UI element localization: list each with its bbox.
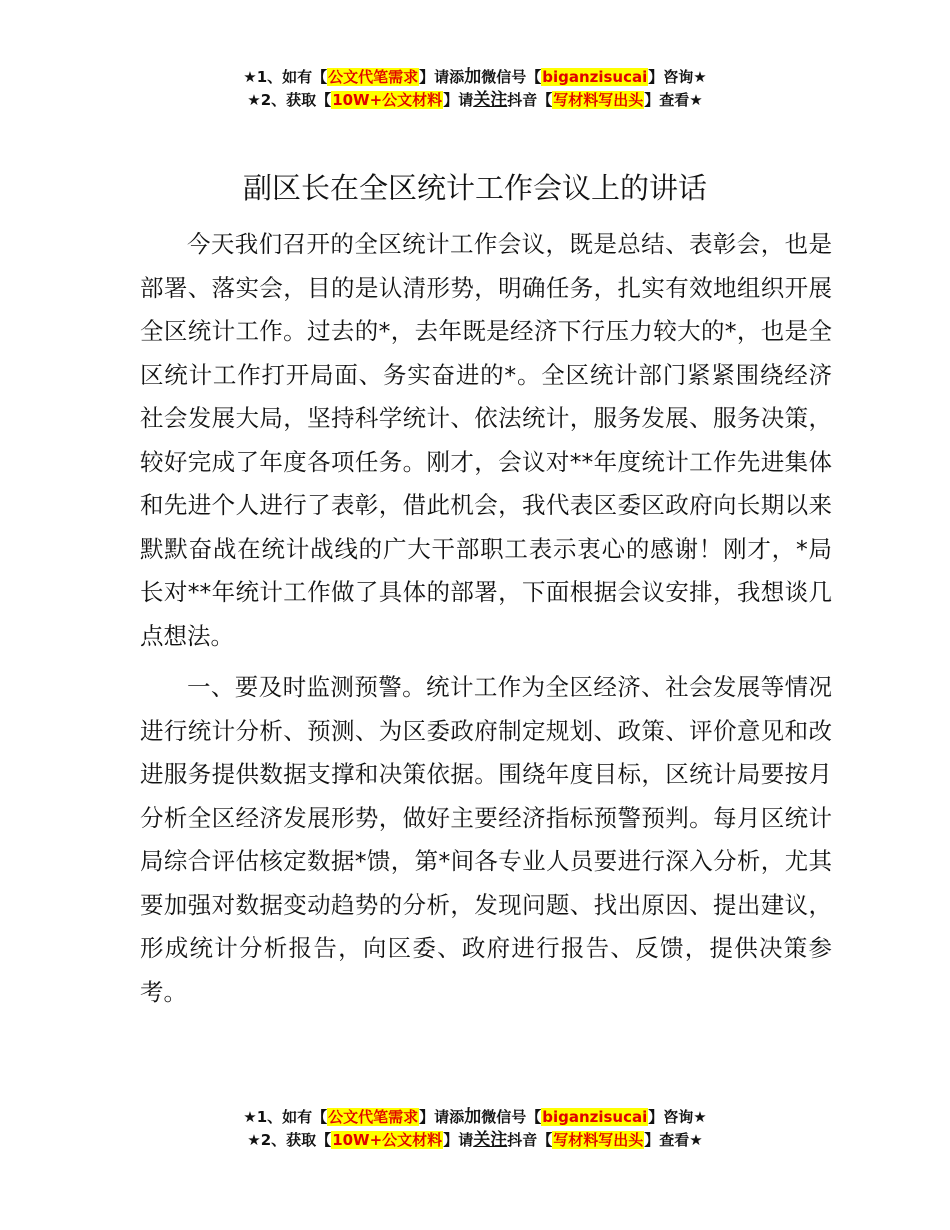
footer-line2-text-d: 抖音【 [507,1131,553,1149]
body-paragraph-2: 一、要及时监测预警。统计工作为全区经济、社会发展等情况进行统计分析、预测、为区委政府制定规划、政策、评价意见和改进服务提供数据支撑和决策依据。围绕年度目标，区统计局要按月分析全区经济发展形势，做好主要经济指标预警预判。每月区统计局综合评估核定数据*馈，第*间各专业人员要进行深入分析，尤其要加强对数据变动趋势的分析，发现问题、找出原因、提出建议，形成统计分析报告，向区委、政府进行报告、反馈，提供决策参考。 [140,673,832,1006]
footer-line1-text-a: ★1、如有【 [243,1108,328,1126]
header-line2-text-e: 】查看★ [644,91,703,109]
header-ad-banner [0,66,950,112]
header-line1-text-c: 加 [464,67,482,87]
footer-line1-text-b: 】请添 [419,1108,465,1126]
footer-line1-text-d: 微信号【 [481,1108,542,1126]
footer-ad-banner [0,1106,950,1152]
header-line1-text-b: 】请添 [419,68,465,86]
header-line1-text-a: ★1、如有【 [243,68,328,86]
footer-line2-text-b: 】请 [443,1131,474,1149]
header-highlight-wechat-id: biganzisucai [542,68,648,86]
header-line2-text-d: 抖音【 [507,91,553,109]
footer-line2-follow: 关注 [473,1130,508,1150]
header-highlight-douyin-account: 写材料写出头 [553,91,644,109]
header-line1-text-d: 微信号【 [481,68,542,86]
footer-line1-text-e: 】咨询★ [648,1108,707,1126]
header-line2-text-b: 】请 [443,91,474,109]
footer-ad-line-2 [0,1129,950,1152]
footer-line1-text-c: 加 [464,1107,482,1127]
footer-highlight-douyin-account: 写材料写出头 [553,1131,644,1149]
footer-highlight-materials: 10W+公文材料 [332,1131,443,1149]
body-paragraph-1: 今天我们召开的全区统计工作会议，既是总结、表彰会，也是部署、落实会，目的是认清形势，明确任务，扎实有效地组织开展全区统计工作。过去的*，去年既是经济下行压力较大的*，也是全区统计工作打开局面、务实奋进的*。全区统计部门紧紧围绕经济社会发展大局，坚持科学统计、依法统计，服务发展、服务决策，较好完成了年度各项任务。刚才，会议对**年度统计工作先进集体和先进个人进行了表彰，借此机会，我代表区委区政府向长期以来默默奋战在统计战线的广大干部职工表示衷心的感谢！刚才，*局长对**年统计工作做了具体的部署，下面根据会议安排，我想谈几点想法。 [140,230,832,650]
document-body [140,223,832,1022]
header-line1-text-e: 】咨询★ [648,68,707,86]
footer-line2-text-e: 】查看★ [644,1131,703,1149]
header-highlight-materials: 10W+公文材料 [332,91,443,109]
header-ad-line-1 [0,66,950,89]
header-highlight-service: 公文代笔需求 [328,68,419,86]
document-title: 副区长在全区统计工作会议上的讲话 [242,171,707,205]
header-ad-line-2 [0,89,950,112]
footer-highlight-service: 公文代笔需求 [328,1108,419,1126]
header-line2-text-a: ★2、获取【 [247,91,332,109]
footer-ad-line-1 [0,1106,950,1129]
footer-line2-text-a: ★2、获取【 [247,1131,332,1149]
header-line2-follow: 关注 [473,90,508,110]
footer-highlight-wechat-id: biganzisucai [542,1108,648,1126]
